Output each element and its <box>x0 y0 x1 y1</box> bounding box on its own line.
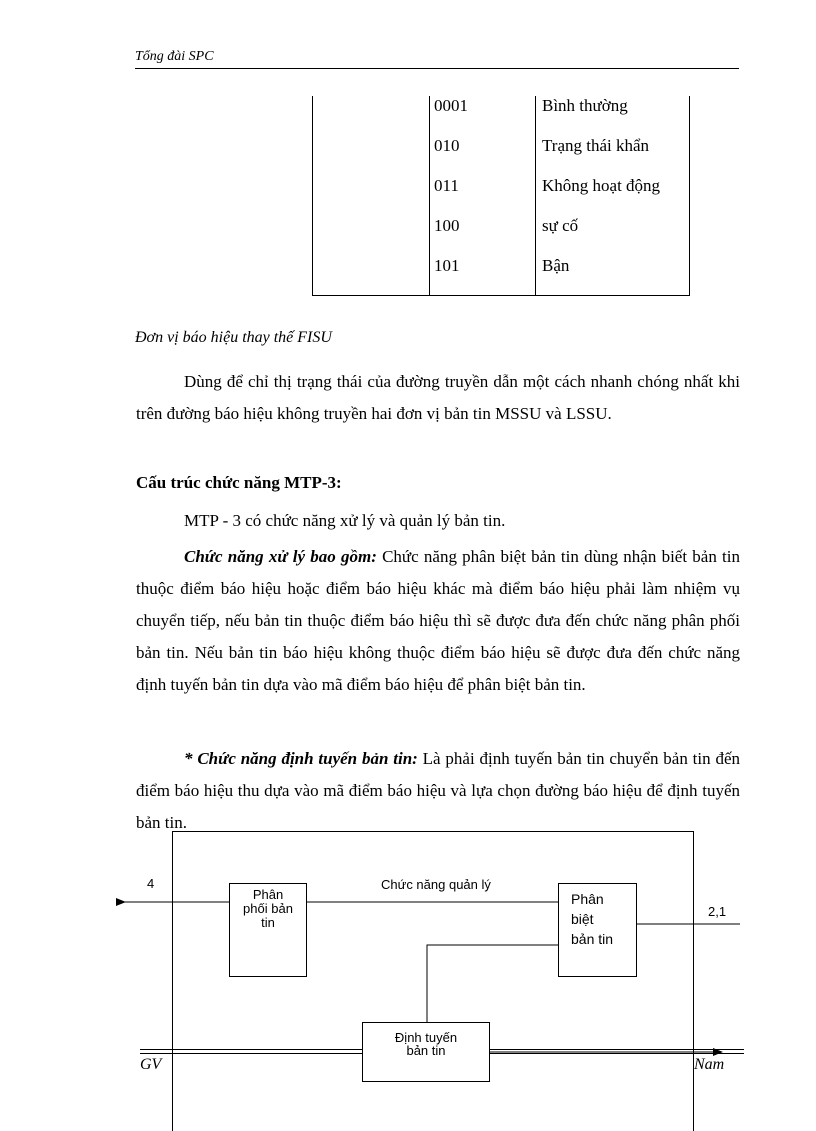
processing-function-text: Chức năng phân biệt bản tin dùng nhận biết bản tin thuộc điểm báo hiệu hoặc điểm báo hiệu khác mà điểm báo hiệu phải làm nhiệm vụ chuyển tiếp, nếu bản tin thuộc điểm báo hiệu thì sẽ được đưa đến chức năng phân phối bản tin. Nếu bản tin báo hiệu không thuộc điểm báo hiệu sẽ được đưa đến chức năng định tuyến bản tin dựa vào mã điểm báo hiệu để phân biệt bản tin. <box>136 547 740 694</box>
routing-function-text: Là phải định tuyến bản tin chuyển bản tin đến điểm báo hiệu thu dựa vào mã điểm báo hiệu và lựa chọn đường báo hiệu để định tuyến bản tin. <box>136 749 740 832</box>
diagram-label-4: 4 <box>147 876 155 891</box>
discrimination-box-line: bản tin <box>571 931 614 947</box>
routing-box <box>362 1022 490 1082</box>
distribution-box-line: tin <box>261 915 275 930</box>
routing-function-lead: * Chức năng định tuyến bản tin: <box>184 749 418 768</box>
routing-box-line: bản tin <box>406 1043 446 1058</box>
distribution-box-line: Phân <box>252 887 284 902</box>
discrimination-box-line: Phân <box>571 891 604 907</box>
status-label: Bình thường <box>542 96 628 115</box>
management-function-label: Chức năng quản lý <box>381 877 491 892</box>
status-label: Trạng thái khẩn <box>542 136 650 155</box>
status-code: 010 <box>434 136 460 155</box>
fisu-section-title: Đơn vị báo hiệu thay thế FISU <box>135 329 332 346</box>
processing-function-lead: Chức năng xử lý bao gồm: <box>184 547 377 566</box>
discrimination-box-line: biệt <box>571 911 594 927</box>
mtp3-structure-heading: Cấu trúc chức năng MTP-3: <box>136 473 342 492</box>
diagram-label-2-1: 2,1 <box>708 904 727 919</box>
status-code: 101 <box>434 256 460 275</box>
status-code: 011 <box>434 176 459 195</box>
routing-box-line: Định tuyến <box>394 1030 458 1045</box>
status-label: sự cố <box>542 216 579 235</box>
status-label: Bận <box>542 256 570 275</box>
page-header-title: Tổng đài SPC <box>135 49 214 64</box>
distribution-box <box>229 883 307 977</box>
routing-connector <box>427 945 558 1022</box>
footer-left-text: GV <box>140 1056 162 1073</box>
footer-right-text: Nam <box>694 1056 725 1073</box>
distribution-box-line: phối bản <box>243 901 293 916</box>
fisu-paragraph: Dùng để chỉ thị trạng thái của đường truyền dẫn một cách nhanh chóng nhất khi trên đường báo hiệu không truyền hai đơn vị bản tin MSSU và LSSU. <box>136 372 740 423</box>
status-label: Không hoạt động <box>542 176 661 195</box>
discrimination-box <box>558 883 637 977</box>
status-code: 100 <box>434 216 460 235</box>
status-code: 0001 <box>434 96 468 115</box>
mtp3-intro-paragraph: MTP - 3 có chức năng xử lý và quản lý bản tin. <box>184 511 506 530</box>
